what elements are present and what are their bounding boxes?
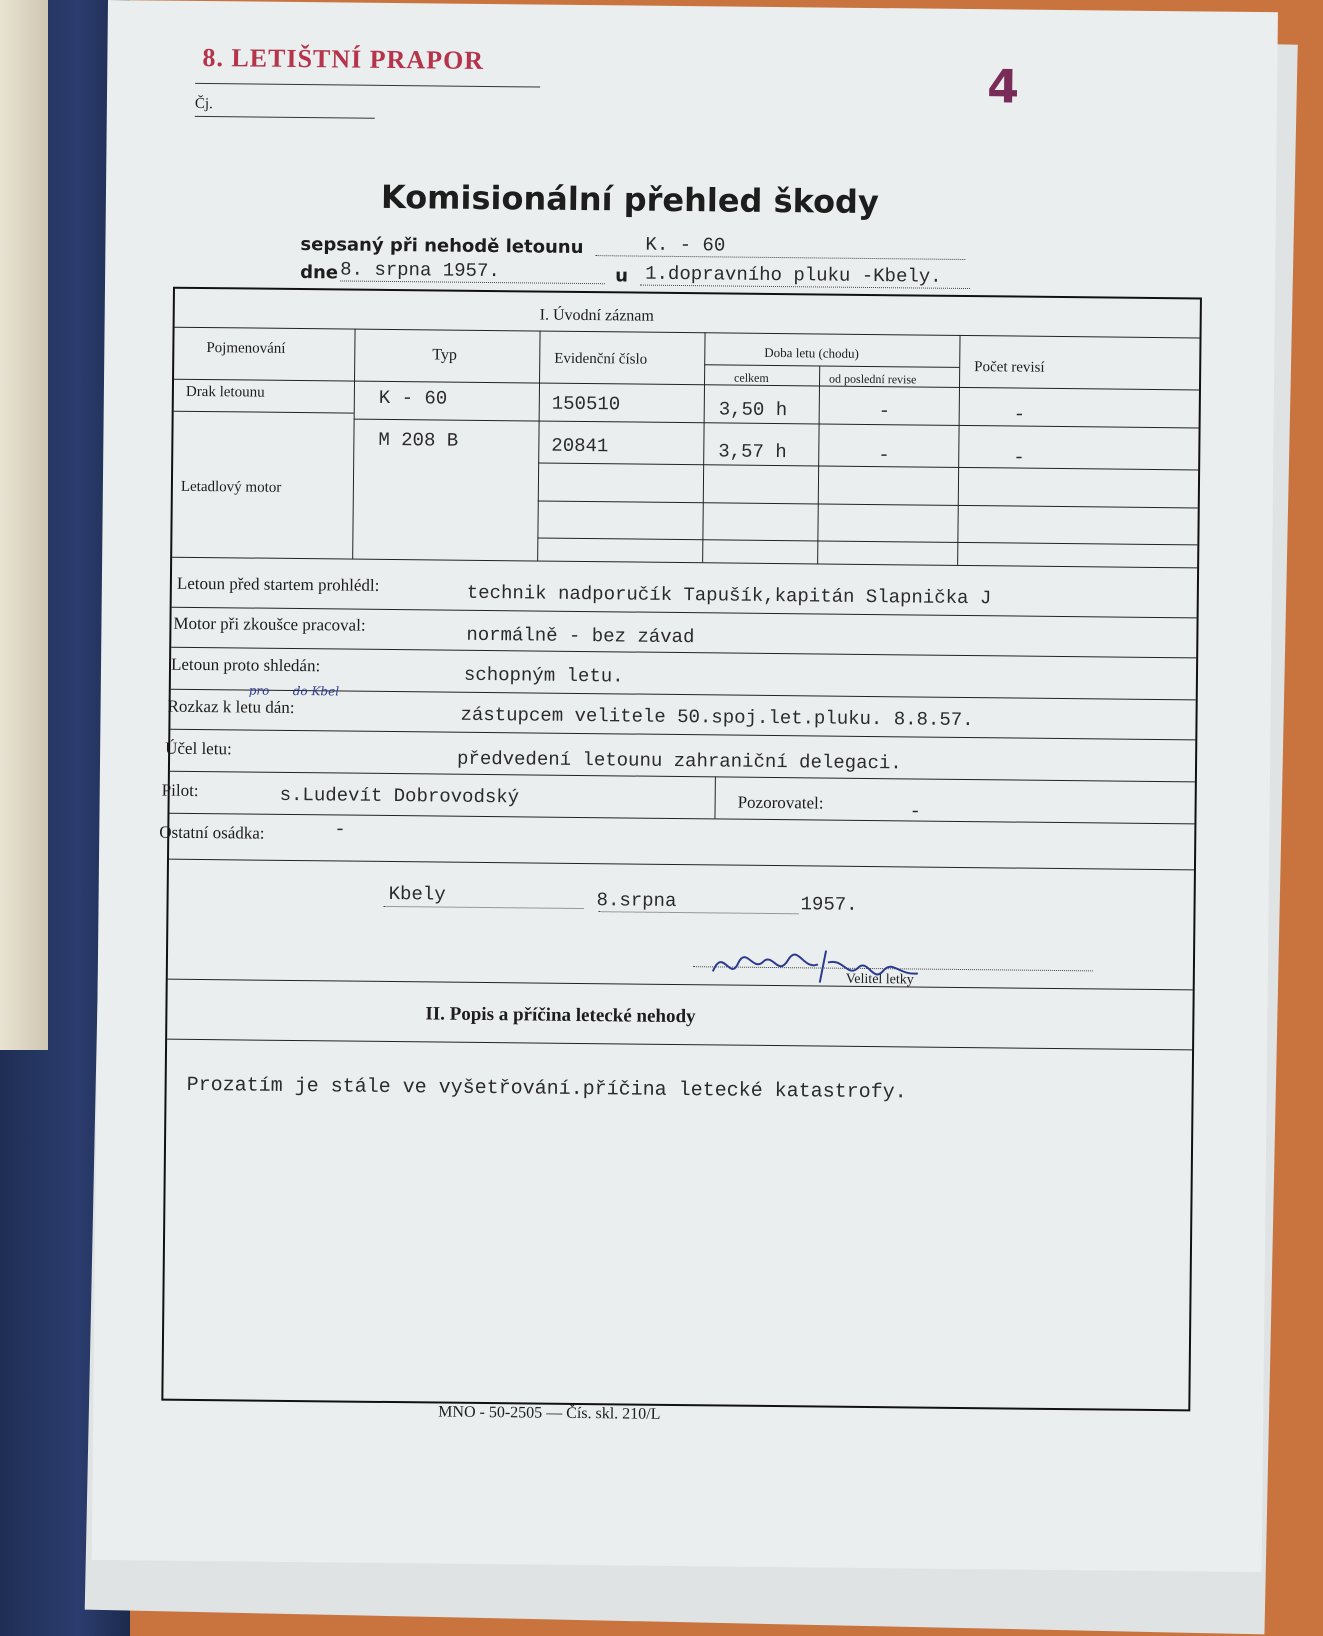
row1-since: - [878,400,891,423]
divider [538,501,1198,509]
column-divider [702,332,705,562]
col-since-header: od poslední revise [829,371,917,387]
row1-type: K - 60 [378,386,448,410]
section1-heading: I. Úvodní záznam [539,306,654,325]
divider [170,771,1195,783]
form-footer: MNO - 50-2505 — Čís. skl. 210/L [438,1403,661,1423]
row2-total: 3,57 h [718,440,787,464]
field-status-label: Letoun proto shledán: [170,654,321,676]
divider [537,538,1197,546]
divider [170,729,1195,741]
handwritten-insert: do Kbel [292,683,340,699]
column-divider [537,331,540,561]
divider [171,647,1196,659]
location-value: 1.dopravního pluku -Kbely. [645,262,942,288]
row2-name: Letadlový motor [180,478,282,496]
column-divider [817,365,820,563]
section2-text: Prozatím je stále ve vyšetřování.příčina letecké katastrofy. [186,1073,907,1105]
row2-type: M 208 B [378,428,459,452]
year-value: 1957. [800,893,858,916]
divider [169,813,1194,825]
crew-value: - [334,818,346,841]
row1-serial: 150510 [551,392,621,416]
field-inspected-value: technik nadporučík Tapušík,kapitán Slapnička J [466,581,992,610]
field-purpose-value: předvedení letounu zahraniční delegaci. [456,747,902,775]
col-total-header: celkem [734,370,769,385]
unit-header: 8. LETIŠTNÍ PRAPOR [202,42,485,75]
row1-revisions: - [1013,403,1026,426]
divider [174,379,1199,391]
field-status-value: schopným letu. [463,663,624,688]
commander-signature [708,941,929,993]
divider [174,411,354,414]
form-frame [161,287,1202,1412]
cj-label: Čj. [194,95,213,113]
aircraft-value: K. - 60 [645,233,726,257]
dotted-line [384,906,584,909]
row2-serial: 20841 [551,434,609,458]
divider [167,1039,1192,1051]
divider [704,364,959,368]
field-purpose-label: Účel letu: [165,738,232,759]
divider [169,859,1194,871]
dotted-line [598,911,798,914]
row2-since: - [878,444,890,467]
section2-heading: II. Popis a příčina letecké nehody [425,1003,696,1028]
column-divider [714,776,715,818]
divider [175,327,1200,339]
field-inspected-label: Letoun před startem prohlédl: [176,573,380,595]
place-date-value: 8.srpna [596,889,677,913]
pilot-label: Pilot: [161,780,199,800]
col-serial-header: Evidenční číslo [554,350,648,368]
date-value: 8. srpna 1957. [340,258,500,283]
field-order-value: zástupcem velitele 50.spoj.let.pluku. 8.8.57. [460,703,974,732]
page-number: 4 [986,59,1020,114]
col-type-header: Typ [432,346,458,364]
divider [538,463,1198,471]
header-underline [195,83,540,88]
field-engine-value: normálně - bez závad [466,623,695,649]
document-title: Komisionální přehled škody [380,177,880,222]
divider [168,979,1193,991]
row1-name: Drak letounu [185,383,265,401]
document-sheet [92,0,1278,1572]
crew-label: Ostatní osádka: [159,822,265,843]
column-divider [352,329,355,559]
dotted-line [595,255,965,260]
intro-line2-label: dne [300,262,339,284]
cj-line [195,116,375,119]
handwritten-insert: pro [248,683,270,698]
row1-total: 3,50 h [718,398,788,422]
at-label: u [615,265,629,287]
col-flighttime-header: Doba letu (chodu) [764,344,860,361]
intro-line1-label: sepsaný při nehodě letounu [300,234,584,258]
col-name-header: Pojmenování [206,340,286,357]
divider [172,557,1197,569]
field-order-label: Rozkaz k letu dán: [167,696,295,717]
observer-label: Pozorovatel: [737,792,824,813]
pilot-value: s.Ludevít Dobrovodský [279,783,520,809]
row2-revisions: - [1013,446,1025,469]
dotted-line [340,280,605,284]
field-engine-label: Motor při zkoušce pracoval: [173,613,366,635]
col-revisions-header: Počet revisí [974,359,1045,376]
binder-edge [0,0,48,1050]
column-divider [957,335,960,565]
observer-value: - [909,800,922,823]
commander-label: Velitel letky [845,971,914,988]
place-value: Kbely [388,882,446,906]
